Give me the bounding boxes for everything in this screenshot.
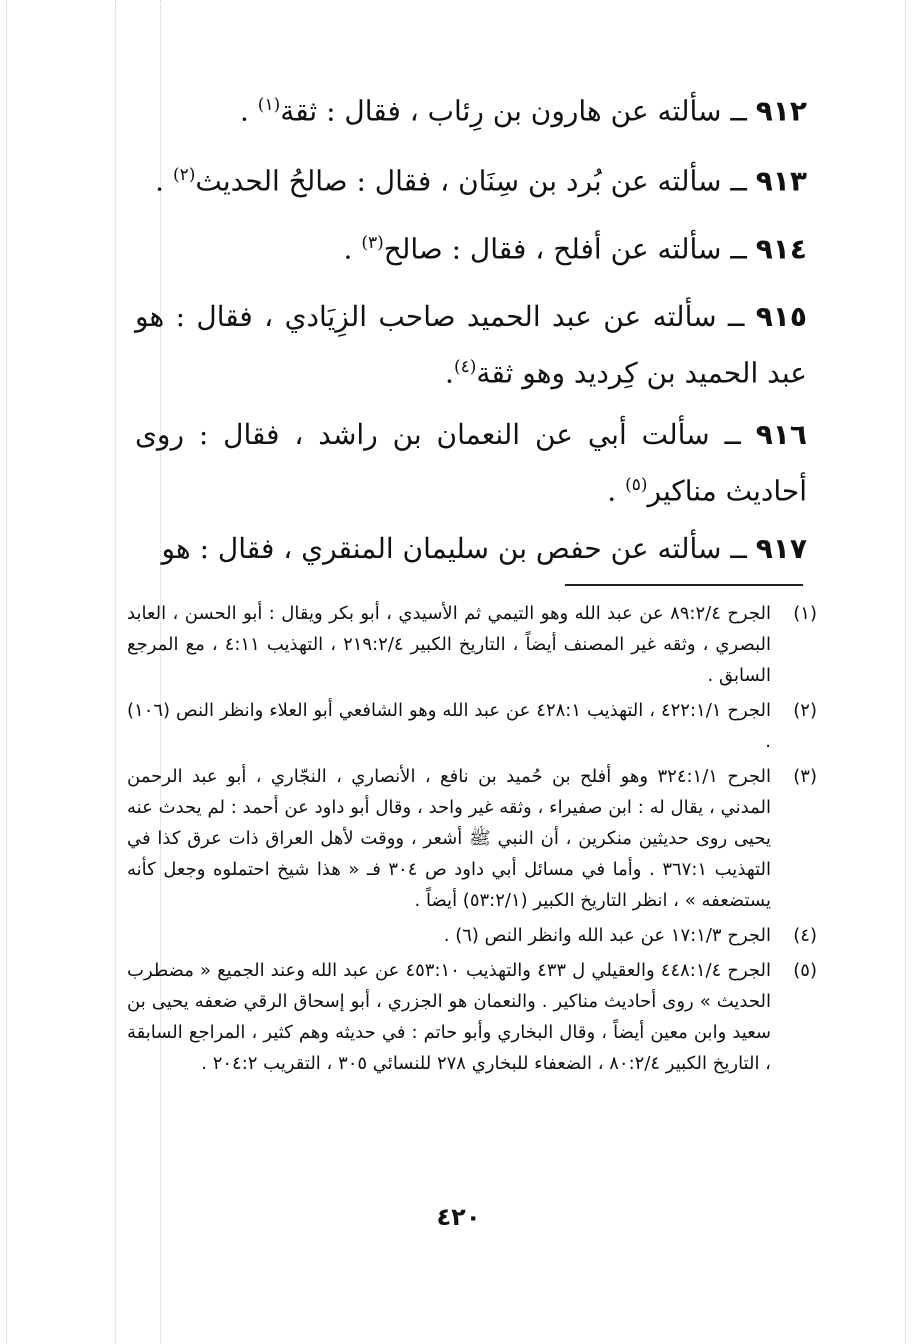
footnote-text: الجرح ٤٢٢:١/١ ، التهذيب ٤٢٨:١ عن عبد الله وهو الشافعي أبو العلاء وانظر النص (١٠٦) . xyxy=(127,700,771,752)
footnote-marker: (٤) xyxy=(793,925,817,946)
entry-tail: . xyxy=(343,232,362,266)
footnote-ref: (٤) xyxy=(453,357,477,377)
footnote-marker: (٥) xyxy=(793,960,817,981)
entry-text: ــ سألت أبي عن النعمان بن راشد ، فقال : روى أحاديث مناكير xyxy=(135,418,807,508)
entry-text: ــ سألته عن هارون بن رِئاب ، فقال : ثقة xyxy=(280,94,747,128)
entry-tail: . xyxy=(155,164,173,198)
entry-text: ــ سألته عن عبد الحميد صاحب الزِيَادي ، فقال : هو عبد الحميد بن كِرديد وهو ثقة xyxy=(135,300,807,390)
footnote xyxy=(127,695,817,757)
footnote-text: الجرح ١٧:١/٣ عن عبد الله وانظر النص (٦) . xyxy=(443,925,771,946)
footnote xyxy=(127,920,817,951)
entry-number: ٩١٦ xyxy=(755,418,807,451)
entry-text: ــ سألته عن بُرد بن سِنَان ، فقال : صالحُ الحديث xyxy=(195,164,747,198)
entry-915 xyxy=(135,292,807,398)
entry-tail: . xyxy=(239,94,258,128)
entry-912 xyxy=(135,80,807,136)
footnote xyxy=(127,761,817,916)
entry-number: ٩١٢ xyxy=(755,94,807,128)
scan-guide-line xyxy=(6,0,7,1344)
entry-number: ٩١٣ xyxy=(755,164,807,198)
page-number: ٤٢٠ xyxy=(436,1203,481,1231)
entry-913 xyxy=(135,150,807,206)
footnotes xyxy=(127,598,817,1083)
footnote-separator xyxy=(565,584,803,586)
footnote xyxy=(127,598,817,691)
footnote-text: الجرح ٤٤٨:١/٤ والعقيلي ل ٤٣٣ والتهذيب ٤٥٣:١٠ عن عبد الله وعند الجميع « مضطرب الحديث » روى أحاديث مناكير . والنعمان هو الجزري ، أبو إسحاق الرقي ضعفه يحيى بن سعيد وابن معين أيضاً ، وقال البخاري وأبو حاتم : في حديثه وهم كثير ، المراجع السابقة ، التاريخ الكبير ٨٠:٢/٤ ، الضعفاء للبخاري ٢٧٨ للنسائي ٣٠٥ ، التقريب ٢٠٤:٢ . xyxy=(127,960,771,1074)
footnote-ref: (٥) xyxy=(625,475,648,495)
footnote-ref: (١) xyxy=(257,95,281,115)
footnote-marker: (١) xyxy=(793,603,817,624)
entry-number: ٩١٧ xyxy=(755,532,807,565)
entry-text: ــ سألته عن حفص بن سليمان المنقري ، فقال : هو xyxy=(161,532,747,565)
scan-guide-line xyxy=(905,0,906,1344)
entry-914 xyxy=(135,218,807,274)
footnote-ref: (٣) xyxy=(361,233,384,253)
entry-number: ٩١٥ xyxy=(755,300,807,333)
footnote-marker: (٣) xyxy=(793,766,817,787)
entry-text: ــ سألته عن أفلح ، فقال : صالح xyxy=(383,232,747,266)
entry-number: ٩١٤ xyxy=(755,232,807,266)
entry-tail: . xyxy=(445,356,454,390)
entry-tail: . xyxy=(607,474,626,508)
footnote-text: الجرح ٣٢٤:١/١ وهو أفلح بن حُميد بن نافع ، الأنصاري ، النجّاري ، أبو عبد الرحمن المدني ، يقال له : ابن صفيراء ، وثقه غير واحد ، وقال أبو داود عن أحمد : لم يحدث عنه يحيى روى حديثين منكرين ، أن النبي ﷺ أشعر ، ووقت لأهل العراق ذات عرق كذا في التهذيب ٣٦٧:١ . وأما في مسائل أبي داود ص ٣٠٤ فـ « هذا شيخ احتملوه وجعل كأنه يستضعفه » ، انظر التاريخ الكبير (٥٣:٢/١) أيضاً . xyxy=(127,766,771,911)
footnote-text: الجرح ٨٩:٢/٤ عن عبد الله وهو التيمي ثم الأسيدي ، أبو بكر ويقال : أبو الحسن ، العابد البصري ، وثقه غير المصنف أيضاً ، التاريخ الكبير ٢١٩:٢/٤ ، التهذيب ٤:١١ ، مع المرجع السابق . xyxy=(127,603,771,686)
footnote-marker: (٢) xyxy=(793,700,817,721)
footnote xyxy=(127,955,817,1079)
scan-guide-line xyxy=(115,0,116,1344)
entry-917 xyxy=(135,524,807,574)
footnote-ref: (٢) xyxy=(172,165,196,185)
entry-916 xyxy=(135,410,807,516)
